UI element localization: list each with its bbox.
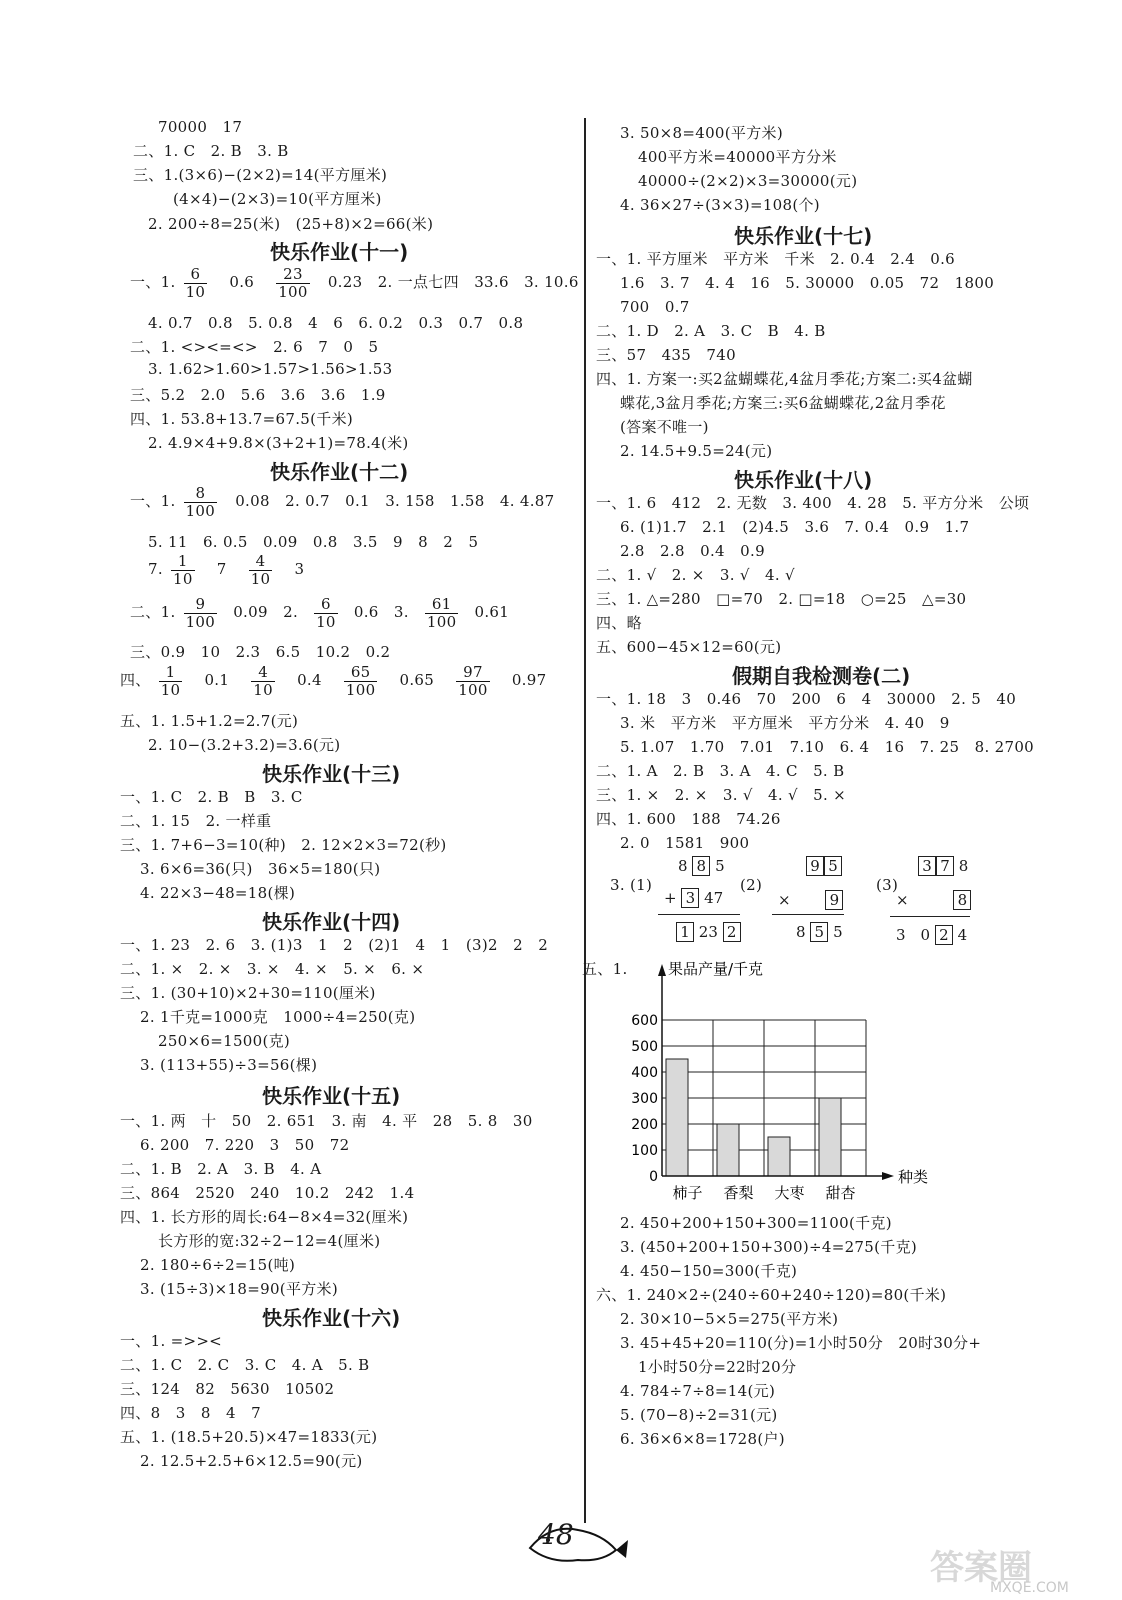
answer-line: 四、略 [596,614,642,632]
answer-line: 蝶花,3盆月季花;方案三:买6盆蝴蝶花,2盆月季花 [620,394,946,412]
answer-line: 五、1. (18.5+20.5)×47=1833(元) [120,1428,378,1446]
answer-line: 40000÷(2×2)×3=30000(元) [638,172,858,190]
section-heading-13: 快乐作业(十三) [262,762,401,786]
answer-line: 700 0.7 [620,298,690,316]
answer-line: 一、1. 6 412 2. 无数 3. 400 4. 28 5. 平方分米 公顷 [596,494,1030,512]
column-divider [584,118,586,1523]
answer-line: 3. (113+55)÷3=56(棵) [140,1056,318,1074]
answer-line: 6. 200 7. 220 3 50 72 [140,1136,350,1154]
answer-line: 250×6=1500(克) [158,1032,291,1050]
answer-line: 一、1. 23 2. 6 3. (1)3 1 2 (2)1 4 1 (3)2 2 2 [120,936,549,954]
fraction: $\frac{9}{100}$ [185,595,216,631]
fraction: $\frac{1}{10}$ [160,663,181,699]
answer-line: 4. 784÷7÷8=14(元) [620,1382,776,1400]
answer-line: 2.8 2.8 0.4 0.9 [620,542,765,560]
answer-line: 二、1. A 2. B 3. A 4. C 5. B [596,762,845,780]
answer-line: 2. 1千克=1000克 1000÷4=250(克) [140,1008,416,1026]
answer-line: 2. 180÷6÷2=15(吨) [140,1256,296,1274]
section-heading-14: 快乐作业(十四) [262,910,401,934]
answer-line: 3. (15÷3)×18=90(平方米) [140,1280,338,1298]
section-heading-11: 快乐作业(十一) [270,240,409,264]
fraction: $\frac{6}{10}$ [185,265,206,301]
y-tick-label: 200 [631,1117,658,1133]
answer-line: 一、1. $\frac{8}{100}$ 0.08 2. 0.7 0.1 3. 158 1.58 4. 4.87 [130,484,555,520]
answer-line: 5. 11 6. 0.5 0.09 0.8 3.5 9 8 2 5 [148,533,479,551]
bar [666,1059,688,1176]
answer-line: (4×4)−(2×3)=10(平方厘米) [173,190,382,208]
answer-line: 6. (1)1.7 2.1 (2)4.5 3.6 7. 0.4 0.9 1.7 [620,518,970,536]
answer-line: 2. 4.9×4+9.8×(3+2+1)=78.4(米) [148,434,409,452]
answer-line: 3. (450+200+150+300)÷4=275(千克) [620,1238,918,1256]
watermark-url: MXQE.COM [990,1580,1069,1596]
answer-line: 五、1. [582,960,628,978]
y-tick-label: 300 [631,1091,658,1107]
section-heading-17: 快乐作业(十七) [734,224,873,248]
answer-line: 四、1. 方案一:买2盆蝴蝶花,4盆月季花;方案二:买4盆蝴 [596,370,973,388]
fraction: $\frac{4}{10}$ [250,552,271,588]
answer-line: (3) [876,876,899,894]
answer-line: 二、1. 15 2. 一样重 [120,812,272,830]
answer-line: 2. 200÷8=25(米) (25+8)×2=66(米) [148,215,434,233]
answer-line: 长方形的宽:32÷2−12=4(厘米) [158,1232,381,1250]
fraction: $\frac{1}{10}$ [173,552,193,588]
y-tick-label: 0 [649,1169,658,1185]
answer-line: 二、1. D 2. A 3. C B 4. B [596,322,826,340]
fraction: $\frac{23}{100}$ [278,265,308,301]
answer-line: 70000 17 [158,118,243,136]
fish-icon [520,1510,630,1570]
section-heading-16: 快乐作业(十六) [262,1306,401,1330]
answer-line: 二、1. <><=<> 2. 6 7 0 5 [130,338,379,356]
answer-line: 2. 10−(3.2+3.2)=3.6(元) [148,736,341,754]
answer-line: 3. 45+45+20=110(分)=1小时50分 20时30分+ [620,1334,982,1352]
fraction: $\frac{65}{100}$ [345,663,376,699]
section-heading-self-test: 假期自我检测卷(二) [732,664,911,688]
y-tick-label: 100 [631,1143,658,1159]
answer-line: 7. $\frac{1}{10}$ 7 $\frac{4}{10}$ 3 [148,552,305,588]
answer-line: 二、1. √ 2. × 3. √ 4. √ [596,566,795,584]
fraction: $\frac{4}{10}$ [253,663,273,699]
y-axis-arrow [658,964,666,976]
bar [768,1137,790,1176]
answer-line: (2) [740,876,763,894]
answer-line: 三、1. 7+6−3=10(种) 2. 12×2×3=72(秒) [120,836,447,854]
answer-line: 3. 1.62>1.60>1.57>1.56>1.53 [148,360,393,378]
page-number: 48 [538,1518,574,1551]
answer-line: 一、1. C 2. B B 3. C [120,788,303,806]
answer-line: 四、1. 53.8+13.7=67.5(千米) [130,410,354,428]
answer-line: 四、8 3 8 4 7 [120,1404,262,1422]
section-heading-18: 快乐作业(十八) [734,468,873,492]
answer-line: 5. 1.07 1.70 7.01 7.10 6. 4 16 7. 25 8. 2700 [620,738,1035,756]
category-label: 香梨 [723,1184,754,1202]
y-tick-label: 600 [631,1013,658,1029]
answer-line: 三、5.2 2.0 5.6 3.6 3.6 1.9 [130,386,386,404]
watermark-logo: 答案圈 [930,1548,1032,1588]
bar [717,1124,739,1176]
answer-line: 4. 36×27÷(3×3)=108(个) [620,196,820,214]
answer-line: 2. 0 1581 900 [620,834,750,852]
answer-line: 三、1. △=280 □=70 2. □=18 ○=25 △=30 [596,590,967,608]
answer-line: 四、1. 600 188 74.26 [596,810,781,828]
answer-line: 四、1. 长方形的周长:64−8×4=32(厘米) [120,1208,409,1226]
category-label: 柿子 [672,1184,703,1202]
fraction: $\frac{97}{100}$ [458,663,488,699]
answer-line: (答案不唯一) [620,418,709,436]
answer-line: 2. 30×10−5×5=275(平方米) [620,1310,839,1328]
answer-line: 3. (1) [610,876,653,894]
section-heading-15: 快乐作业(十五) [262,1084,401,1108]
x-axis-title: 种类 [898,1168,929,1186]
answer-line: 三、1.(3×6)−(2×2)=14(平方厘米) [133,166,388,184]
answer-line: 2. 14.5+9.5=24(元) [620,442,773,460]
answer-line: 四、 $\frac{1}{10}$ 0.1 $\frac{4}{10}$ 0.4 $\frac{65}{100}$ 0.65 $\frac{97}{100}$ 0.97 [120,663,547,699]
calc-line [772,914,844,915]
answer-line: 400平方米=40000平方分米 [638,148,837,166]
answer-line: 二、1. $\frac{9}{100}$ 0.09 2. $\frac{6}{10}$ 0.6 3. $\frac{61}{100}$ 0.61 [130,595,510,631]
y-axis-title: 果品产量/千克 [668,960,764,978]
section-heading-12: 快乐作业(十二) [270,460,409,484]
answer-line: 3. 50×8=400(平方米) [620,124,783,142]
calc-line [890,916,970,917]
answer-line: 三、1. × 2. × 3. √ 4. √ 5. × [596,786,847,804]
answer-line: 三、1. (30+10)×2+30=110(厘米) [120,984,376,1002]
fraction: $\frac{61}{100}$ [426,595,457,631]
answer-line: 三、0.9 10 2.3 6.5 10.2 0.2 [130,643,391,661]
category-label: 甜杏 [825,1184,856,1202]
category-label: 大枣 [774,1184,805,1202]
answer-line: 6. 36×6×8=1728(户) [620,1430,785,1448]
answer-line: 1.6 3. 7 4. 4 16 5. 30000 0.05 72 1800 [620,274,995,292]
x-axis-arrow [882,1172,894,1180]
answer-line: 4. 22×3−48=18(棵) [140,884,296,902]
answer-line: 二、1. B 2. A 3. B 4. A [120,1160,322,1178]
answer-line: 一、1. $\frac{6}{10}$ 0.6 $\frac{23}{100}$ 0.23 2. 一点七四 33.6 3. 10.6 [130,265,579,301]
answer-line: 五、1. 1.5+1.2=2.7(元) [120,712,299,730]
bar-chart [600,960,940,1200]
answer-line: 三、124 82 5630 10502 [120,1380,335,1398]
fraction: $\frac{8}{100}$ [185,484,216,520]
answer-line: 3. 米 平方米 平方厘米 平方分米 4. 40 9 [620,714,950,732]
answer-line: 五、600−45×12=60(元) [596,638,782,656]
answer-line: 三、864 2520 240 10.2 242 1.4 [120,1184,415,1202]
answer-line: 5. (70−8)÷2=31(元) [620,1406,778,1424]
answer-line: 一、1. 平方厘米 平方米 千米 2. 0.4 2.4 0.6 [596,250,956,268]
answer-line: 3. 6×6=36(只) 36×5=180(只) [140,860,381,878]
answer-line: 2. 450+200+150+300=1100(千克) [620,1214,892,1232]
answer-line: 二、1. × 2. × 3. × 4. × 5. × 6. × [120,960,425,978]
answer-line: 一、1. =>>< [120,1332,223,1350]
answer-line: 二、1. C 2. B 3. B [133,142,289,160]
bar [819,1098,841,1176]
y-tick-label: 400 [631,1065,658,1081]
answer-line: 二、1. C 2. C 3. C 4. A 5. B [120,1356,370,1374]
answer-line: 一、1. 两 十 50 2. 651 3. 南 4. 平 28 5. 8 30 [120,1112,533,1130]
answer-line: 一、1. 18 3 0.46 70 200 6 4 30000 2. 5 40 [596,690,1017,708]
answer-line: 三、57 435 740 [596,346,736,364]
answer-line: 4. 0.7 0.8 5. 0.8 4 6 6. 0.2 0.3 0.7 0.8 [148,314,524,332]
answer-line: 4. 450−150=300(千克) [620,1262,798,1280]
fraction: $\frac{6}{10}$ [316,595,336,631]
calc-line [658,914,740,915]
y-tick-label: 500 [631,1039,658,1055]
answer-line: 1小时50分=22时20分 [638,1358,797,1376]
answer-line: 六、1. 240×2÷(240÷60+240÷120)=80(千米) [596,1286,947,1304]
answer-line: 2. 12.5+2.5+6×12.5=90(元) [140,1452,363,1470]
